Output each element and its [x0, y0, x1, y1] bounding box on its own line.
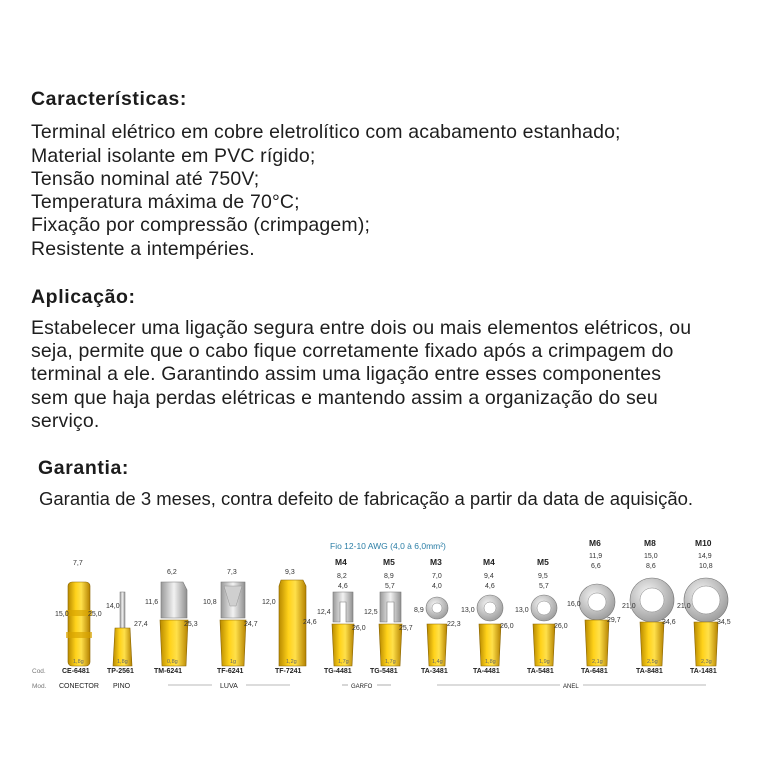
- code-ta-1481: TA-1481: [690, 668, 717, 675]
- model-pino: PINO: [113, 683, 131, 690]
- size-ta-5481: M5: [537, 557, 549, 567]
- size-ta-3481: M3: [430, 557, 442, 567]
- dim-tm-left: 11,6: [145, 599, 159, 606]
- code-tg-5481: TG-5481: [370, 668, 398, 675]
- dim-tg4-left: 12,4: [317, 609, 331, 616]
- code-ce-6481: CE-6481: [62, 668, 90, 675]
- weight-tp-2561: 1,8g: [117, 659, 128, 665]
- dim-tm-top: 6,2: [167, 569, 177, 576]
- dim-tf-top: 7,3: [227, 569, 237, 576]
- dim-tg5-left: 12,5: [364, 609, 378, 616]
- code-tp-2561: TP-2561: [107, 668, 134, 675]
- garantia-heading: Garantia:: [38, 457, 130, 479]
- dim-tg4-right: 26,0: [352, 625, 366, 632]
- model-row: [59, 683, 706, 690]
- code-ta-5481: TA-5481: [527, 668, 554, 675]
- size-ta-1481: M10: [695, 538, 712, 548]
- size-ta-6481: M6: [589, 538, 601, 548]
- dim-ce-right: 25,0: [88, 611, 102, 618]
- terminal-tg-4481: [332, 592, 354, 666]
- dim-ta10-w2: 10,8: [699, 563, 713, 570]
- caracteristica-line: Material isolante em PVC rígido;: [31, 145, 316, 167]
- dim-ta3-w1: 7,0: [432, 573, 442, 580]
- caracteristicas-heading: Características:: [31, 88, 187, 110]
- dim-ta4-w2: 4,6: [485, 583, 495, 590]
- dim-tg5-w1: 8,9: [384, 573, 394, 580]
- weight-row: [73, 659, 712, 665]
- terminal-tf-7241: [279, 580, 306, 666]
- weight-ce-6481: 1,8g: [73, 659, 84, 665]
- model-luva: LUVA: [220, 683, 238, 690]
- dim-ta3-w2: 4,0: [432, 583, 442, 590]
- dim-ta4-w1: 9,4: [484, 573, 494, 580]
- wire-gauge-label: Fio 12-10 AWG (4,0 à 6,0mm²): [330, 541, 446, 551]
- garantia-text: Garantia de 3 meses, contra defeito de fabricação a partir da data de aquisição.: [39, 488, 694, 509]
- dim-tg5-right: 25,7: [399, 625, 413, 632]
- mod-label: Mod.: [32, 683, 47, 690]
- code-ta-3481: TA-3481: [421, 668, 448, 675]
- code-ta-8481: TA-8481: [636, 668, 663, 675]
- code-ta-6481: TA-6481: [581, 668, 608, 675]
- dim-ta8-w1: 15,0: [644, 553, 658, 560]
- caracteristica-line: Terminal elétrico em cobre eletrolítico com acabamento estanhado;: [31, 121, 621, 143]
- dim-tm-right: 25,3: [184, 621, 198, 628]
- dim-ta5-left: 13,0: [515, 607, 529, 614]
- aplicacao-line: sem que haja perdas elétricas e mantendo assim a organização do seu: [31, 387, 658, 409]
- weight-ta-1481: 2,3g: [701, 659, 712, 665]
- code-tf-6241: TF-6241: [217, 668, 244, 675]
- dim-ce-left: 15,0: [55, 611, 69, 618]
- dim-tf-left: 10,8: [203, 599, 217, 606]
- weight-ta-8481: 2,5g: [647, 659, 658, 665]
- terminal-ce-6481: [66, 582, 92, 666]
- dim-tf-right: 24,7: [244, 621, 258, 628]
- dim-ta6-w1: 11,9: [589, 553, 603, 560]
- code-tf-7241: TF-7241: [275, 668, 302, 675]
- dim-tf7-left: 12,0: [262, 599, 276, 606]
- model-conector: CONECTOR: [59, 683, 99, 690]
- code-ta-4481: TA-4481: [473, 668, 500, 675]
- dim-ta6-right: 29,7: [607, 617, 621, 624]
- terminal-ta-6481: [579, 584, 615, 666]
- dim-ta6-w2: 6,6: [591, 563, 601, 570]
- dim-tp-top: 14,0: [106, 603, 120, 610]
- dim-ta8-right: 34,6: [662, 619, 676, 626]
- caracteristica-line: Temperatura máxima de 70°C;: [31, 191, 300, 213]
- aplicacao-line: terminal a ele. Garantindo assim uma ligação entre esses componentes: [31, 363, 662, 385]
- dim-ta8-left: 21,0: [622, 603, 636, 610]
- terminals-diagram: [0, 520, 776, 700]
- aplicacao-line: Estabelecer uma ligação segura entre dois ou mais elementos elétricos, ou: [31, 317, 692, 339]
- dim-ta5-w2: 5,7: [539, 583, 549, 590]
- code-tg-4481: TG-4481: [324, 668, 352, 675]
- caracteristica-line: Fixação por compressão (crimpagem);: [31, 214, 371, 236]
- dim-ta6-left: 16,0: [567, 601, 581, 608]
- dim-ta10-right: 34,5: [717, 619, 731, 626]
- cod-label: Cod.: [32, 668, 46, 675]
- weight-tm-6241: 0,8g: [167, 659, 178, 665]
- weight-ta-5481: 1,9g: [539, 659, 550, 665]
- dim-tp-right: 27,4: [134, 621, 148, 628]
- dim-tf7-right: 24,6: [303, 619, 317, 626]
- size-tg-4481: M4: [335, 557, 347, 567]
- dim-ta4-right: 26,0: [500, 623, 514, 630]
- model-anel: ANEL: [563, 684, 579, 690]
- terminal-ta-4481: [477, 595, 503, 666]
- dim-ta8-w2: 8,6: [646, 563, 656, 570]
- weight-ta-6481: 2,1g: [592, 659, 603, 665]
- caracteristica-line: Resistente a intempéries.: [31, 238, 255, 260]
- model-garfo: GARFO: [351, 684, 373, 690]
- dim-ta4-left: 13,0: [461, 607, 475, 614]
- dim-tg4-w2: 4,6: [338, 583, 348, 590]
- size-ta-4481: M4: [483, 557, 495, 567]
- terminal-ta-5481: [531, 595, 557, 666]
- dim-ta5-right: 26,0: [554, 623, 568, 630]
- aplicacao-heading: Aplicação:: [31, 286, 136, 308]
- weight-ta-4481: 1,8g: [485, 659, 496, 665]
- weight-ta-3481: 1,4g: [432, 659, 443, 665]
- terminal-ta-3481: [426, 597, 448, 666]
- dim-tf7-top: 9,3: [285, 569, 295, 576]
- code-tm-6241: TM-6241: [154, 668, 183, 675]
- aplicacao-line: seja, permite que o cabo fique corretamente fixado após a crimpagem do: [31, 340, 674, 362]
- dim-ta10-w1: 14,9: [698, 553, 712, 560]
- dim-ta10-left: 21,0: [677, 603, 691, 610]
- size-tg-5481: M5: [383, 557, 395, 567]
- aplicacao-line: serviço.: [31, 410, 100, 432]
- weight-tg-4481: 1,7g: [338, 659, 349, 665]
- caracteristica-line: Tensão nominal até 750V;: [31, 168, 260, 190]
- dim-tg4-w1: 8,2: [337, 573, 347, 580]
- dim-ce-top: 7,7: [73, 560, 83, 567]
- size-ta-8481: M8: [644, 538, 656, 548]
- code-row: [62, 668, 717, 675]
- weight-tg-5481: 1,7g: [385, 659, 396, 665]
- dim-ta3-left: 8,9: [414, 607, 424, 614]
- weight-tf-7241: 1,2g: [286, 659, 297, 665]
- terminal-tf-6241: [220, 582, 246, 666]
- dim-tg5-w2: 5,7: [385, 583, 395, 590]
- dim-ta3-right: 22,3: [447, 621, 461, 628]
- weight-tf-6241: 1g: [230, 659, 237, 665]
- dim-ta5-w1: 9,5: [538, 573, 548, 580]
